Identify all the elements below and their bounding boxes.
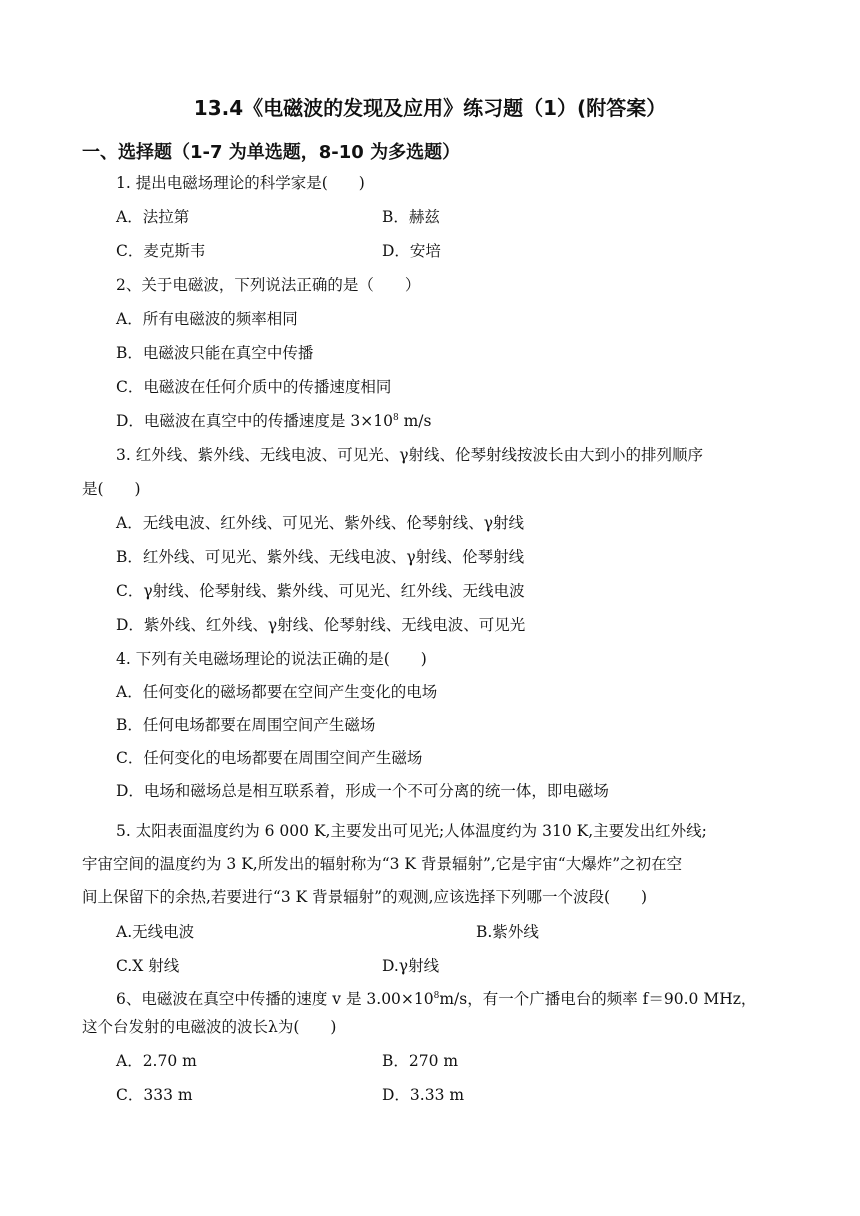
section-heading: 一、选择题（1-7 为单选题，8-10 为多选题）	[82, 142, 461, 163]
q2-stem: 2、关于电磁波，下列说法正确的是（ ）	[116, 276, 421, 294]
q5-option-d: D.γ射线	[382, 957, 440, 975]
q5-option-a: A.无线电波	[116, 923, 195, 941]
q4-option-d: D．电场和磁场总是相互联系着，形成一个不可分离的统一体，即电磁场	[116, 782, 609, 800]
q5-stem-line1: 5. 太阳表面温度约为 6 000 K,主要发出可见光;人体温度约为 310 K,主要发出红外线;	[116, 822, 707, 840]
q3-option-b: B．红外线、可见光、紫外线、无线电波、γ射线、伦琴射线	[116, 548, 525, 566]
q6-stem-text: 6、电磁波在真空中传播的速度 v 是 3.00×10	[116, 990, 434, 1008]
q6-option-a: A．2.70 m	[116, 1052, 197, 1070]
q3-option-a: A．无线电波、红外线、可见光、紫外线、伦琴射线、γ射线	[116, 514, 524, 532]
q2-option-d	[116, 410, 431, 432]
q4-option-a: A．任何变化的磁场都要在空间产生变化的电场	[116, 683, 438, 701]
q1-option-c: C．麦克斯韦	[116, 242, 206, 260]
q1-option-d: D．安培	[382, 242, 441, 260]
q6-stem-line1	[116, 988, 756, 1010]
q5-option-c: C.X 射线	[116, 957, 180, 975]
q4-stem: 4. 下列有关电磁场理论的说法正确的是( )	[116, 650, 427, 668]
q3-stem-line2: 是( )	[82, 480, 141, 498]
q1-option-a: A．法拉第	[116, 208, 190, 226]
q5-stem-line2: 宇宙空间的温度约为 3 K,所发出的辐射称为“3 K 背景辐射”,它是宇宙“大爆炸”之初在空	[82, 855, 683, 873]
q2-option-d-unit: m/s	[398, 412, 432, 430]
q6-stem-rest: m/s，有一个广播电台的频率 f＝90.0 MHz，	[439, 990, 757, 1008]
q5-option-b: B.紫外线	[476, 923, 539, 941]
q2-option-b: B．电磁波只能在真空中传播	[116, 344, 314, 362]
q1-option-b: B．赫兹	[382, 208, 440, 226]
q3-option-c: C．γ射线、伦琴射线、紫外线、可见光、红外线、无线电波	[116, 582, 525, 600]
q6-stem-exponent: 8	[433, 991, 440, 1001]
q2-option-a: A．所有电磁波的频率相同	[116, 310, 298, 328]
q2-option-d-exponent: 8	[392, 413, 399, 423]
q6-stem-line2: 这个台发射的电磁波的波长λ为( )	[82, 1018, 337, 1036]
q6-option-b: B．270 m	[382, 1052, 459, 1070]
q5-stem-line3: 间上保留下的余热,若要进行“3 K 背景辐射”的观测,应该选择下列哪一个波段( )	[82, 888, 648, 906]
page-title: 13.4《电磁波的发现及应用》练习题（1）(附答案）	[193, 96, 667, 120]
q2-option-d-text: D．电磁波在真空中的传播速度是 3×10	[116, 412, 393, 430]
q1-stem: 1. 提出电磁场理论的科学家是( )	[116, 174, 365, 192]
q4-option-b: B．任何电场都要在周围空间产生磁场	[116, 716, 376, 734]
q4-option-c: C．任何变化的电场都要在周围空间产生磁场	[116, 749, 423, 767]
q3-option-d: D．紫外线、红外线、γ射线、伦琴射线、无线电波、可见光	[116, 616, 526, 634]
q6-option-c: C．333 m	[116, 1086, 193, 1104]
q6-option-d: D．3.33 m	[382, 1086, 465, 1104]
q2-option-c: C．电磁波在任何介质中的传播速度相同	[116, 378, 392, 396]
q3-stem-line1: 3. 红外线、紫外线、无线电波、可见光、γ射线、伦琴射线按波长由大到小的排列顺序	[116, 446, 703, 464]
